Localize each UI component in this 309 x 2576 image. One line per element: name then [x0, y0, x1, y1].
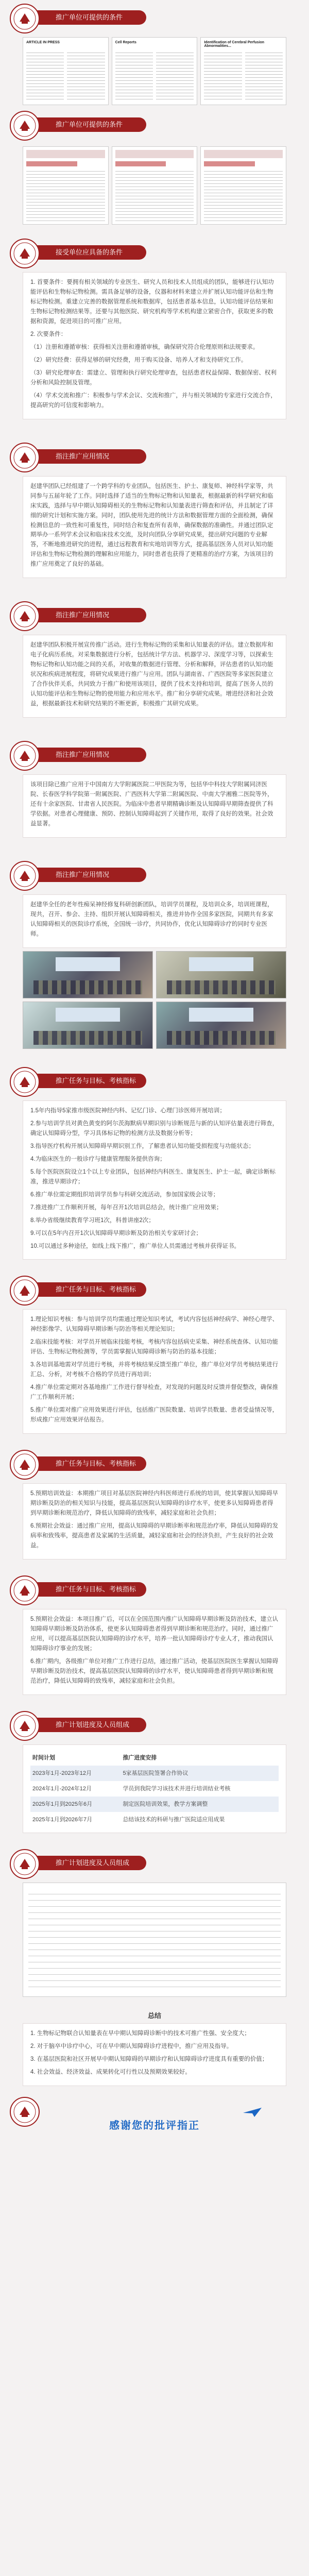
chinese-paper-images: [23, 146, 286, 225]
university-logo: [9, 1275, 40, 1306]
content-card: 1.理论知识考核：参与培训学员均需通过理论知识考试，考试内容包括神经病学、神经心理学、神经影像学、认知障碍早期诊断与防治等相关理论知识； 2.临床技能考核：对学员开展临床技能考核，考核内容包括病史采集、神经系统查体、认知功能评估、生物标记物检测等，学员需掌握认知障碍诊断与防治的基本技能； 3.各培训基地需对学员进行考核，并将考核结果反馈至推广单位，推广单位对学员考核结果进行汇总、分析，对考核不合格的学员进行再培训； 4.推广单位需定期对各基地推广工作进行督导检查，对发现的问题及时反馈并督促整改，确保推广工作顺利开展； 5.推广单位需对推广应用效果进行评估，包括推广医院数量、培训学员数量、患者受益情况等，形成推广应用效果评估报告。: [23, 1309, 286, 1434]
content-card: 赵建华团队积极开展宣传推广活动。进行生物标记物的采集和认知量表的评估。建立数据库和电子化病历系统。对采集数据进行分析，包括统计学方法、机器学习、深度学习等，以探索生物标记物和认知功能之间的关系，对收集的数据进行管理、分析和解释，评估患者的认知功能状况和疾病进展程度，将研究成果进行推广与应用。团队与湖南省、广西医院等多家医院建立了合作伙伴关系，共同致力于推广和使用该项目，提供了技术支持和培训，提高了医务人员的认知功能评估和生物标记物的使用能力和应用水平。推广和分享研究成果。增进经济和社会效益，根据最新技术和研究结果的不断更新，积极推广其研究成果。: [23, 635, 286, 718]
university-logo: [9, 110, 40, 141]
section-header: [0, 1, 309, 37]
section-title: 推广任务与目标、考核指标: [18, 1074, 146, 1088]
section-title: 推广任务与目标、考核指标: [18, 1582, 146, 1597]
paper-image: [200, 146, 286, 225]
event-photos: [23, 1002, 286, 1049]
section-conditions-1: [0, 0, 309, 105]
content-card: 赵建华团队已经组建了一个跨学科的专业团队，包括医生、护士、康复师、神经科学家等，共同参与五届年轮了工作。同时选择了适当的生物标记物和认知量表，根据最新的科学研究和临床实践，选择与早中期认知障碍相关的生物标记物和认知量表进行筛查和评估，并且制定了详细的研究计划和实施方案。同时，团队使用先进的统计方法和数据管理方面的全面检测，确保检测信息的一致性和可重复性，同时结合和复查所有表单，确保数据的准确性。并通过团队定期举办一系列学术会议和临床技术交流，及时向团队分享研究成果，提出研究问题的专业解答，不断地推进研究的进程，通过远程教育和实地培训等方式，提高基层医务人员对认知功能评估和生物标记物检测的理解和应用能力，同时患者也获得了更精准的治疗方案，为该项目的推广应用奠定了良好的基础。: [23, 476, 286, 579]
table-row: 2024年1月-2024年12月 学员到我院学习该技术并进行培训结业考核: [32, 1786, 231, 1792]
paper-image: Identification of Cerebral Perfusion Abnormalities...: [200, 37, 286, 105]
paper-plane-icon: [242, 2107, 263, 2118]
section-title: 接受单位应具备的条件: [18, 245, 146, 260]
section-summary: [0, 2010, 309, 2086]
section-goals-1: [0, 1064, 309, 1260]
event-photo: [156, 951, 286, 998]
university-logo: [9, 3, 40, 34]
summary-card: 1. 生物标记物联合认知量表在早中期认知障碍诊断中的技术可推广性强、安全度大； 2. 对于脑卒中诊疗中心，可在早中期认知障碍诊疗进程中，推广应用及指导。 3. 在基层医院和社区开展早中期认知障碍的早期诊疗和认知障碍诊疗进度具有重要的价值； 4. 社会效益、经济效益、成果转化可行性以及预期效果较好。: [23, 2023, 286, 2086]
section-goals-2: [0, 1273, 309, 1434]
section-title: 指注推广应用情况: [18, 868, 146, 882]
section-promotion-3: [0, 738, 309, 838]
section-title: 推广计划进度及人员组成: [18, 1856, 146, 1870]
schedule-table: [30, 1750, 279, 1828]
university-logo: [9, 1575, 40, 1606]
section-title: 推广单位可提供的条件: [18, 10, 146, 25]
content-card: 5.预期培训效益：本期推广项目对基层医院神经内科医师进行系统的培训，使其掌握认知障碍早期诊断及防治的相关知识与技能，提高基层医院认知障碍的诊疗水平，使更多认知障碍患者得到早期诊断和规范治疗，降低认知障碍的致残率，减轻家庭和社会负担； 6.预期社会效益：通过推广应用，提高认知障碍的早期诊断率和规范治疗率，降低认知障碍的发病率和致残率，提高患者及家属的生活质量，减轻家庭和社会的经济负担，产生良好的社会效益。: [23, 1483, 286, 1560]
event-photo: [23, 1002, 153, 1049]
section-title: 推广计划进度及人员组成: [18, 1718, 146, 1732]
university-logo: [9, 1710, 40, 1741]
university-logo: [9, 1849, 40, 1879]
section-promotion-1: [0, 440, 309, 579]
section-conditions-2: [0, 108, 309, 225]
section-header: [0, 738, 309, 774]
section-promotion-2: [0, 599, 309, 718]
thanks-text: 感谢您的批评指正: [109, 2120, 200, 2132]
paper-image: [23, 146, 109, 225]
section-header: [0, 108, 309, 144]
thanks-section: [0, 2096, 309, 2174]
university-logo: [9, 860, 40, 891]
university-logo: [9, 601, 40, 632]
table-row: 2025年1月到2025年6月 制定医院培训效果，教学方案调整: [30, 1797, 279, 1812]
university-logo: [9, 442, 40, 473]
section-title: 指注推广应用情况: [18, 449, 146, 464]
content-card: 1. 首要条件：要拥有相关领域的专业医生、研究人员和技术人员组成的团队，能够进行认知功能评估和生物标记物检测。需具备足够的设备，仪器和材料来建立并扩展认知功能评估和生物标记物检测。重建立完善的数据管理系统和数据库，包括患者基本信息，认知功能评估结果和生物标记物检测结果等。还要与其他医院、研究机构等学术机构建立紧密合作，获取更多的数据和资源，促进项目的可推广应用。 2. 次要条件： （1）注册和遵循审核：获得相关注册和遵循审核，确保研究符合伦理原则和法规要求。 （2）研究经费：获得足够的研究经费，用于购买设备、培养人才和支持研究工作。 （3）研究伦理审查：需建立、管理和执行研究伦理审查，包括患者权益保障、数据保密、权利分析和风险控制及管理。 （4）学术交流和推广：积极参与学术会议、交流和推广，并与相关领域的专家进行交流合作，提高研究的可信度和影响力。: [23, 272, 286, 419]
section-header: [0, 599, 309, 635]
event-photo: [156, 1002, 286, 1049]
university-logo: [9, 740, 40, 771]
paper-image: Cell Reports: [112, 37, 198, 105]
section-header: [0, 1064, 309, 1100]
section-header: [0, 1447, 309, 1483]
section-header: [0, 1846, 309, 1883]
paper-images: [23, 37, 286, 105]
paper-image: [112, 146, 198, 225]
section-title: 推广任务与目标、考核指标: [18, 1456, 146, 1471]
section-requirements: [0, 236, 309, 419]
section-goals-3: [0, 1447, 309, 1560]
section-header: [0, 1708, 309, 1744]
table-header: 时间计划 推广进度安排: [32, 1754, 157, 1761]
section-title: 指注推广应用情况: [18, 608, 146, 622]
section-personnel: [0, 1846, 309, 1997]
table-row: 2023年1月-2023年12月 5家基层医院签署合作协议: [30, 1766, 279, 1781]
university-logo: [9, 1449, 40, 1480]
section-title: 推广任务与目标、考核指标: [18, 1282, 146, 1297]
section-title: 推广单位可提供的条件: [18, 117, 146, 132]
event-photos: [23, 951, 286, 998]
paper-image: ARTICLE IN PRESS: [23, 37, 109, 105]
section-promotion-4: [0, 858, 309, 1049]
table-row: 2025年1月到2026年7月 总结该技术的科研与推广医院适应用成果: [32, 1817, 225, 1823]
schedule-card: [23, 1744, 286, 1834]
section-title: 指注推广应用情况: [18, 748, 146, 762]
personnel-table-image: [23, 1883, 286, 1997]
section-header: [0, 236, 309, 272]
event-photo: [23, 951, 153, 998]
university-logo: [9, 238, 40, 269]
summary-title: 总结: [147, 2012, 161, 2020]
content-card: 5.预期社会效益：本项目推广后，可以在全国范围内推广认知障碍早期诊断及防治技术，建立认知障碍早期诊断及防治体系，使更多认知障碍患者得到早期诊断和规范治疗。同时，通过推广应用，可以提高基层医院认知障碍的诊疗水平，培养一批认知障碍诊疗专业人才，推动我国认知障碍诊疗事业的发展； 6.推广期内，各级推广单位对推广工作进行总结，通过推广活动，使基层医院医生掌握认知障碍早期诊断及防治技术，提高基层医院认知障碍的诊疗水平，使认知障碍患者得到早期诊断和规范治疗，降低认知障碍的致残率，减轻家庭和社会负担。: [23, 1609, 286, 1695]
content-card: 赵建华全任的老年性痴呆神经修复科研创新团队，培训学员课程，及培训众多，培训班课程，现共，召开、参会、主持、组织开展认知障碍相关，推进并协作全国多家医院，同期共有多家认知障碍相关的医院诊疗系统，全国统一诊疗，共同协作，优化认知障碍诊疗的同时专业医师。: [23, 894, 286, 948]
section-header: [0, 858, 309, 894]
university-logo: [9, 1066, 40, 1097]
section-header: [0, 1573, 309, 1609]
section-header: [0, 1273, 309, 1309]
content-card: 该项目除已推广应用于中国南方大学附属医院二甲医院为等，包括华中科技大学附属同济医院、长春医学科学院第一附属医院、广西医科大学第二附属医院、中南大学湘雅二医院等外，还有十余家医院、甘肃省人民医院。为临床中患者早期精确诊断及认知障碍早期筛查提供了科学依据。对患者心理健康、预防、控制认知障碍起到了关键作用，取得了良好的效果。社会效益显著。: [23, 774, 286, 838]
content-card: 1.5年内指导5家推市级医院神经内科、记忆门诊、心理门诊医师开展培训； 2.参与培训学员对黄色黄变的阿尔茨海默病早期识别与诊断规范与新的认知评估量表进行筛查，确定认知障碍分型，学习具体标记物的检测方法及数据分析等； 3.指导医疗机构开展认知障碍早期识别工作，了解患者认知功能受损程度与功能状态； 4.为临床医生的一般诊疗与健康管理服务提供咨询； 5.每个医院医院设立1个以上专业团队，包括神经内科医生、康复医生、护士一起，确定诊断标准，推进早期诊疗； 6.推广单位需定期组织培训学员参与科研交流活动，参加国家级会议等； 7.推进推广工作顺利开展，每年召开1次培训总结会，统计推广应用效果； 8.举办省级继续教育学习班1次，科普讲座2次； 9.可以在5年内召开1次认知障碍早期诊断及防治相关专家研讨会； 10.可以通过多种途径，如线上线下推广，推广单位人员需通过考核并获得证书。: [23, 1100, 286, 1260]
section-schedule: [0, 1708, 309, 1834]
section-header: [0, 440, 309, 476]
section-goals-4: [0, 1573, 309, 1695]
